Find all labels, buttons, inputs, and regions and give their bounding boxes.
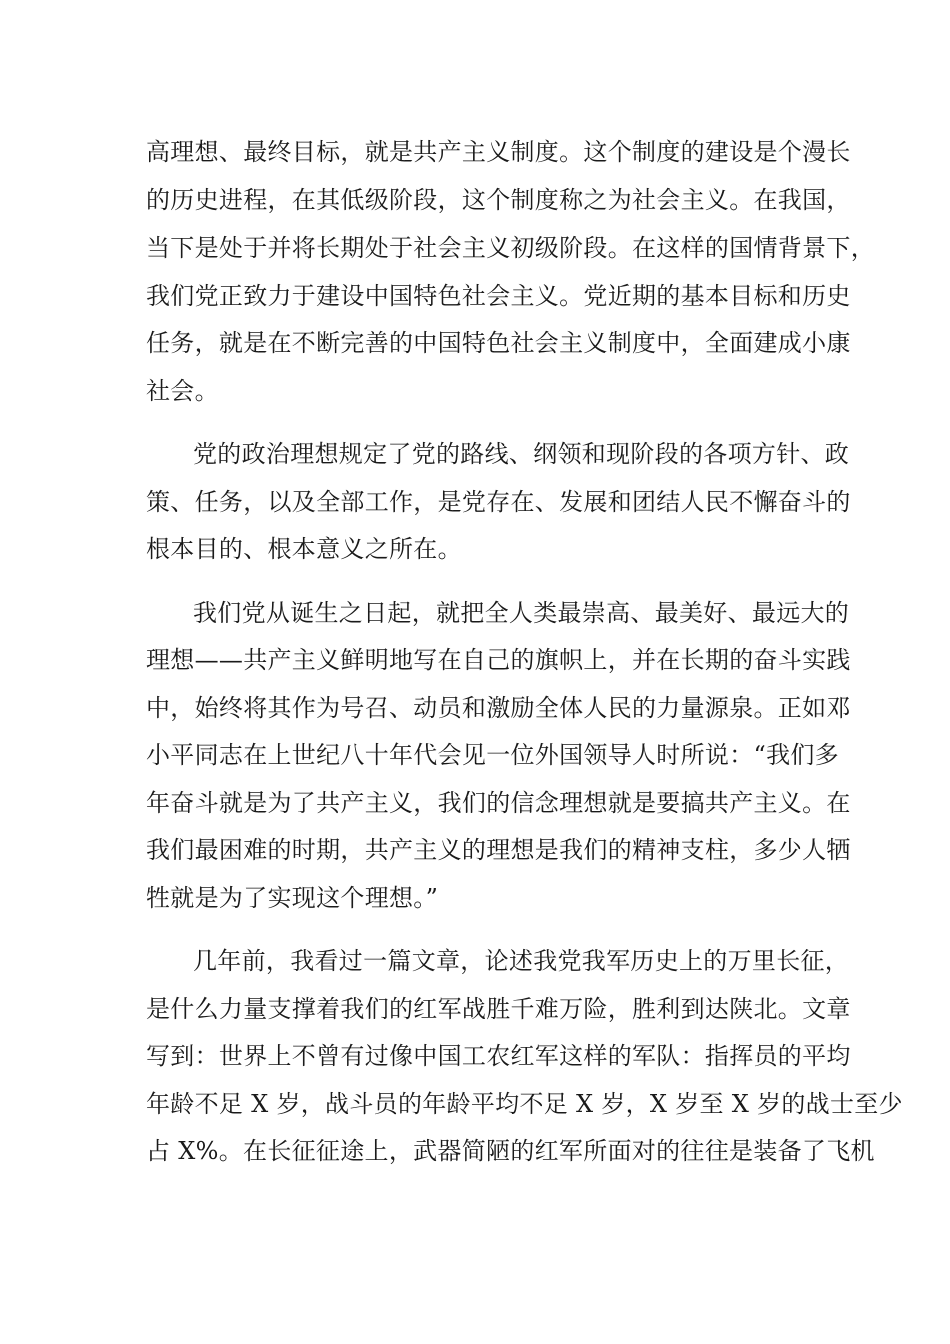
paragraph-2-line-1: 党的政治理想规定了党的路线、纲领和现阶段的各项方针、政	[193, 440, 850, 468]
paragraph-3-line-6: 我们最困难的时期，共产主义的理想是我们的精神支柱，多少人牺	[146, 836, 851, 864]
paragraph-3-line-4: 小平同志在上世纪八十年代会见一位外国领导人时所说：“我们多	[146, 741, 839, 769]
paragraph-1-line-1: 高理想、最终目标，就是共产主义制度。这个制度的建设是个漫长	[146, 138, 851, 166]
paragraph-1-line-2: 的历史进程，在其低级阶段，这个制度称之为社会主义。在我国，	[146, 186, 851, 214]
paragraph-1-line-3: 当下是处于并将长期处于社会主义初级阶段。在这样的国情背景下，	[146, 234, 875, 262]
paragraph-1-line-5: 任务，就是在不断完善的中国特色社会主义制度中，全面建成小康	[146, 329, 851, 357]
paragraph-4-line-3: 写到：世界上不曾有过像中国工农红军这样的军队：指挥员的平均	[146, 1042, 851, 1070]
paragraph-3-line-1: 我们党从诞生之日起，就把全人类最崇高、最美好、最远大的	[193, 599, 850, 627]
paragraph-2-line-3: 根本目的、根本意义之所在。	[146, 535, 462, 563]
paragraph-2-line-2: 策、任务，以及全部工作，是党存在、发展和团结人民不懈奋斗的	[146, 488, 851, 516]
paragraph-4-line-1: 几年前，我看过一篇文章，论述我党我军历史上的万里长征，	[193, 947, 850, 975]
paragraph-4-line-4: 年龄不足 X 岁，战斗员的年龄平均不足 X 岁，X 岁至 X 岁的战士至少	[146, 1090, 903, 1118]
paragraph-3-line-7: 牲就是为了实现这个理想。”	[146, 884, 439, 912]
paragraph-1-line-6: 社会。	[146, 377, 219, 405]
paragraph-4-line-5: 占 X%。在长征征途上，武器简陋的红军所面对的往往是装备了飞机	[146, 1137, 875, 1165]
paragraph-3-line-3: 中，始终将其作为号召、动员和激励全体人民的力量源泉。正如邓	[146, 694, 851, 722]
paragraph-4-line-2: 是什么力量支撑着我们的红军战胜千难万险，胜利到达陕北。文章	[146, 995, 851, 1023]
paragraph-1-line-4: 我们党正致力于建设中国特色社会主义。党近期的基本目标和历史	[146, 282, 851, 310]
paragraph-3-line-2: 理想——共产主义鲜明地写在自己的旗帜上，并在长期的奋斗实践	[146, 646, 851, 674]
paragraph-3-line-5: 年奋斗就是为了共产主义，我们的信念理想就是要搞共产主义。在	[146, 789, 851, 817]
